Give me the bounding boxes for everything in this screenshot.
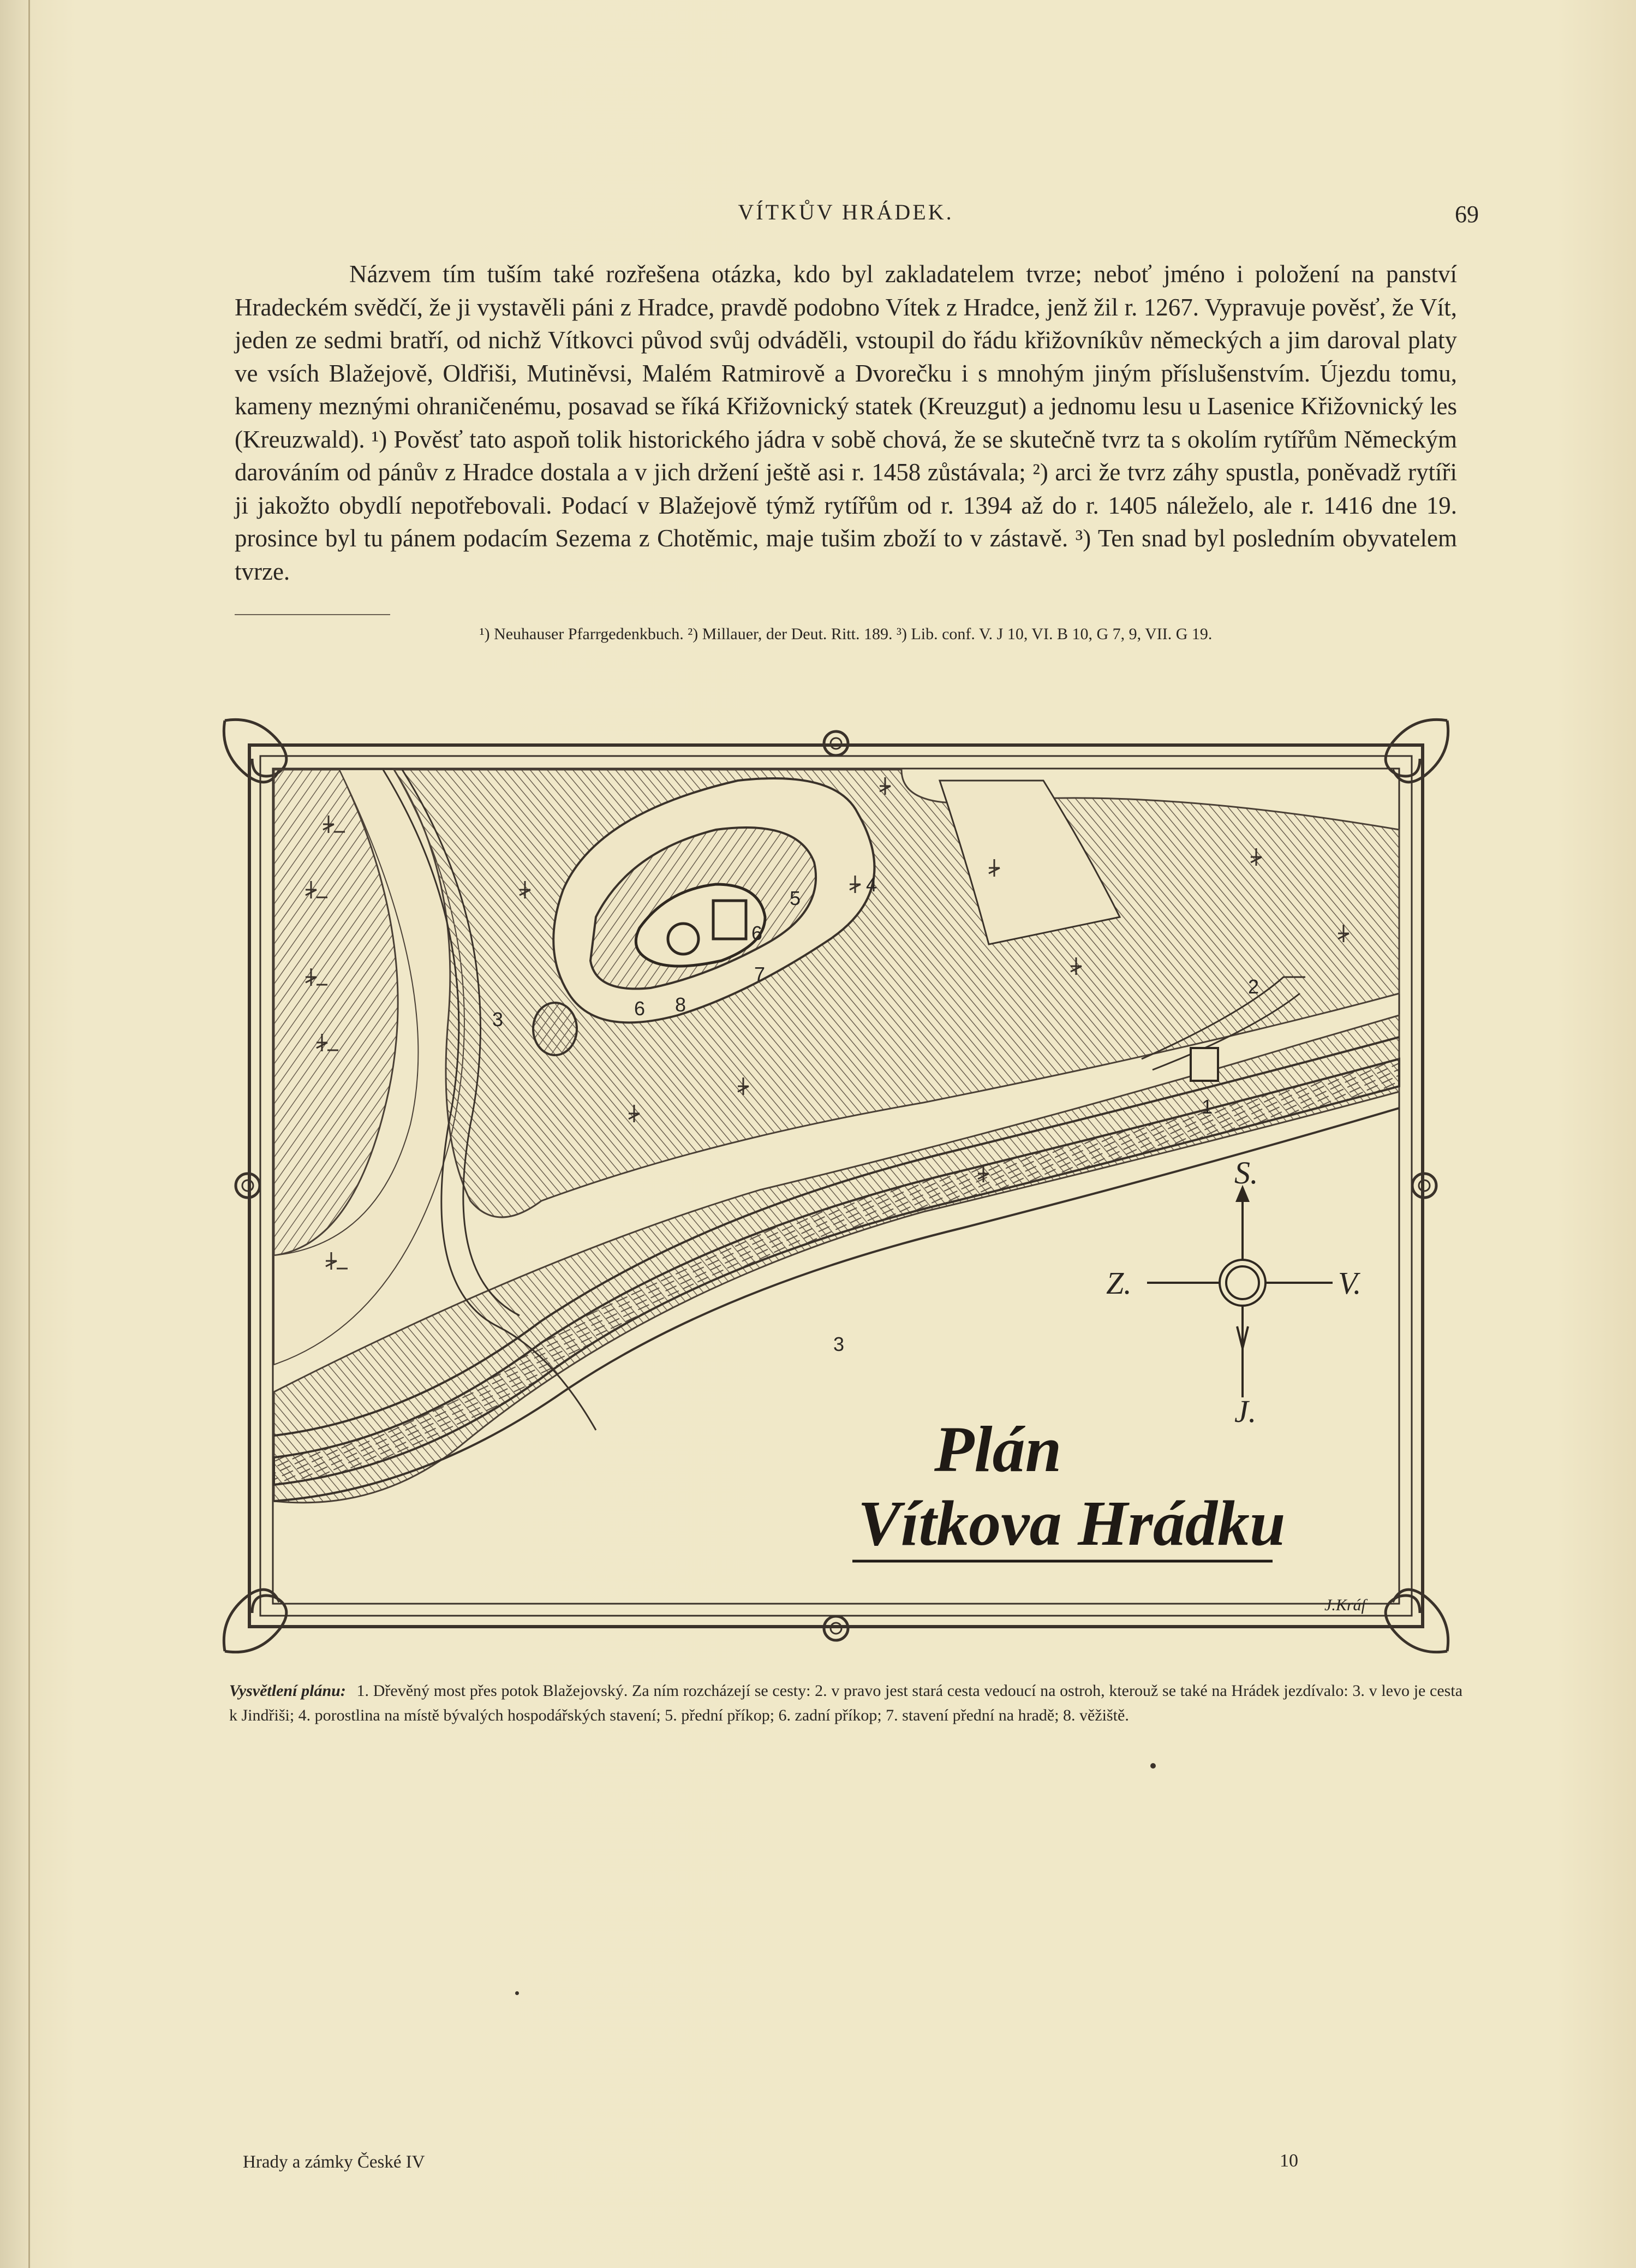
caption-label: Vysvětlení plánu: <box>229 1682 346 1700</box>
compass-rose <box>1147 1188 1333 1397</box>
label-front-moat: 5 <box>790 887 801 909</box>
label-road-left: 3 <box>492 1008 504 1031</box>
map-title-line1: Plán <box>934 1413 1062 1485</box>
ink-spot <box>515 1991 519 1995</box>
running-title: VÍTKŮV HRÁDEK. <box>738 200 954 224</box>
page-number: 69 <box>1455 201 1479 228</box>
footnotes: ¹) Neuhauser Pfarrgedenkbuch. ²) Millauer, der Deut. Ritt. 189. ³) Lib. conf. V. J 10, VI. B 10, G 7, 9, VII. G 19. <box>479 625 1213 643</box>
footnote-divider <box>235 614 390 615</box>
castle-plan-map <box>214 710 1458 1662</box>
paragraph: Názvem tím tuším také rozřešena otázka, kdo byl zakladatelem tvrze; neboť jméno i položení na panství Hradeckém svědčí, že ji vystavěli páni z Hradce, pravdě podobno Vítek z Hradce, jenž žil r. 1267. Vypravuje pověsť, že Vít, jeden ze sedmi bratří, od nichž Vítkovci původ svůj odváděli, vstoupil do řádu křižovníkův německých a jim daroval platy ve vsích Blažejově, Oldřiši, Mutiněvsi, Malém Ratmirově a Dvorečku i s mnohým jiným příslušenstvím. Újezdu tomu, kameny meznými ohraničenému, posavad se říká Křižovnický statek (Kreuzgut) a jednomu lesu u Lasenice Křižovnický les (Kreuzwald). ¹) Pověsť tato aspoň tolik historického jádra v sobě chová, že se skutečně tvrz ta s okolím rytířům Německým darováním od pánův z Hradce dostala a v jich držení ještě asi r. 1458 zůstávala; ²) arci že tvrz záhy spustla, poněvadž rytíři ji jakožto obydlí nepotřebovali. Podací v Blažejově týmž rytířům od r. 1394 až do r. 1405 náleželo, ale r. 1416 dne 19. prosince byl tu pánem podacím Sezema z Chotěmic, maje tušim zboží to v zástavě. ³) Ten snad byl posledním obyvatelem tvrze. <box>235 260 1457 585</box>
footer-left: Hrady a zámky České IV <box>243 2152 425 2172</box>
compass-west: Z. <box>1106 1265 1132 1301</box>
label-old-road: 2 <box>1248 975 1259 998</box>
binding-gutter <box>28 0 30 2268</box>
main-text <box>235 258 1457 588</box>
compass-letters <box>1106 1155 1361 1429</box>
page-header <box>235 194 1479 228</box>
label-road-left-2: 3 <box>833 1333 845 1355</box>
artist-signature: J.Kráf <box>1324 1596 1366 1614</box>
label-front-building: 7 <box>754 963 766 985</box>
label-rear-moat-2: 6 <box>634 997 646 1020</box>
label-tower-site: 8 <box>675 993 686 1016</box>
compass-north: S. <box>1234 1155 1258 1190</box>
ink-spot <box>1150 1763 1156 1769</box>
label-overgrowth: 4 <box>866 873 877 896</box>
compass-east: V. <box>1338 1265 1362 1301</box>
label-rear-moat: 6 <box>751 922 763 944</box>
caption-text: 1. Dřevěný most přes potok Blažejovský. Za ním rozcházejí se cesty: 2. v pravo jest stará cesta vedoucí na ostroh, kterouž se také na Hrádek jezdívalo: 3. v levo je cesta k Jindřiši; 4. porostlina na místě bývalých hospodářských stavení; 5. přední příkop; 6. zadní příkop; 7. stavení přední na hradě; 8. věžiště. <box>229 1682 1463 1724</box>
label-bridge: 1 <box>1202 1096 1213 1118</box>
compass-south: J. <box>1234 1394 1257 1429</box>
terrain-hatching <box>274 770 1399 1503</box>
map-title <box>852 1413 1285 1561</box>
footer-signature-number: 10 <box>1280 2151 1298 2171</box>
map-caption <box>229 1678 1462 1728</box>
map-title-line2: Vítkova Hrádku <box>858 1487 1286 1559</box>
